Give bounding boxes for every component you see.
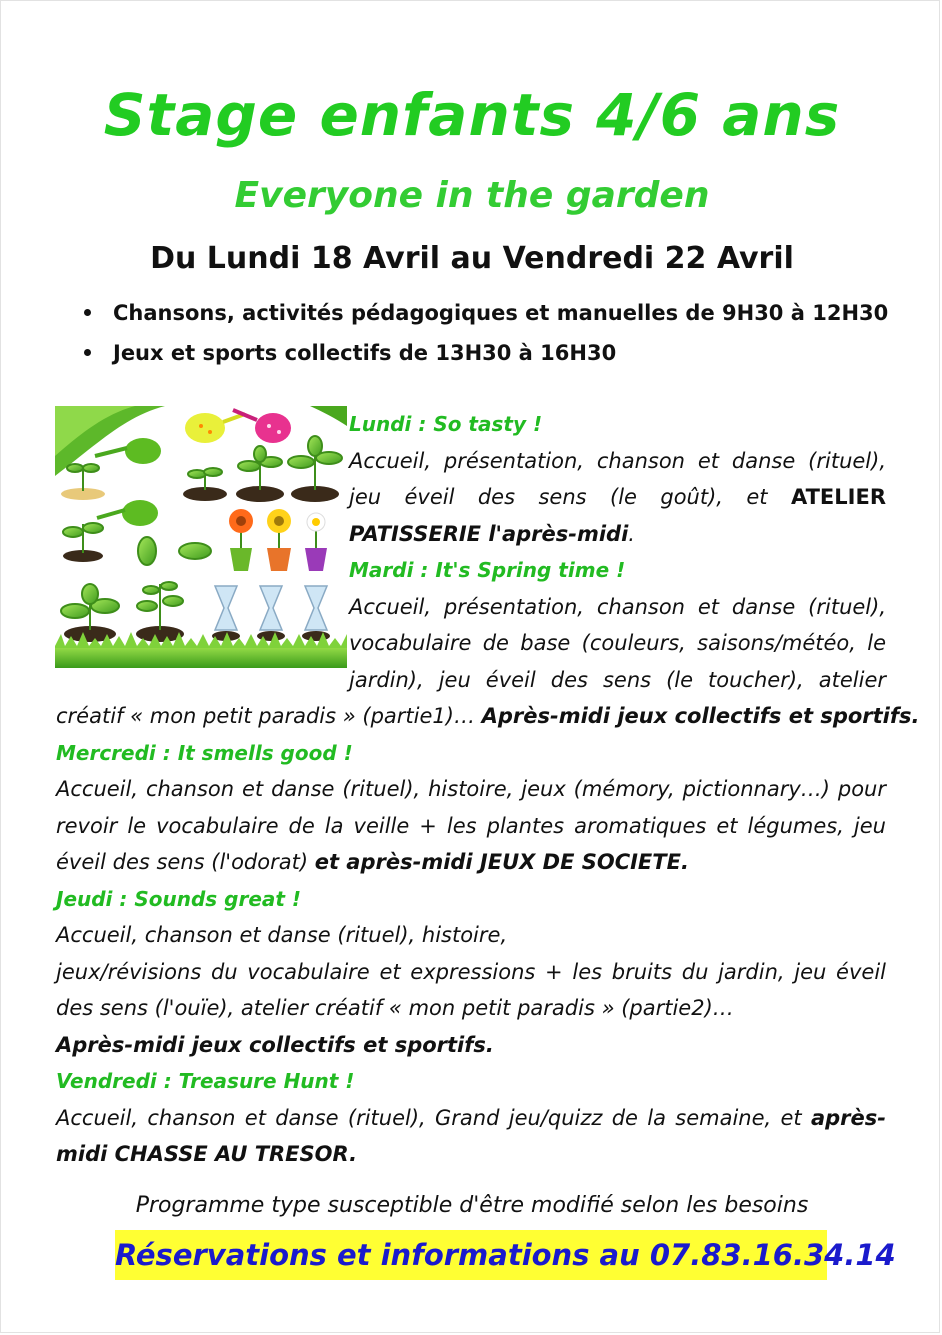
mercredi-bold-text: et après-midi JEUX DE SOCIETE. <box>314 850 689 874</box>
lundi-bold-text: PATISSERIE l'après-midi <box>349 521 629 546</box>
reservation-contact: Réservations et informations au 07.83.16.34.14 <box>115 1230 827 1280</box>
lundi-bold-text: ATELIER <box>790 485 886 509</box>
jeudi-paragraph: jeux/révisions du vocabulaire et expressions + les bruits du jardin, jeu éveil des sens (l'ouïe), atelier créatif « mon petit paradis » (partie2)… <box>56 959 886 1020</box>
vendredi-bold-text: après-midi CHASSE AU TRESOR. <box>56 1105 886 1166</box>
vendredi-paragraph <box>56 1100 886 1173</box>
day-heading-mardi: Mardi : It's Spring time ! <box>349 558 626 582</box>
day-heading-jeudi: Jeudi : Sounds great ! <box>56 886 302 911</box>
schedule-list <box>81 293 888 373</box>
mercredi-paragraph <box>56 771 886 881</box>
lundi-text: . <box>628 521 635 546</box>
mardi-line: Accueil, présentation, chanson et danse (rituel), <box>349 594 886 619</box>
lundi-line <box>349 516 886 553</box>
page-subtitle: Everyone in the garden <box>234 175 710 216</box>
garden-plants-icon <box>55 406 347 668</box>
lundi-line <box>349 479 886 516</box>
weekday-program-upper <box>349 406 886 698</box>
mardi-text: créatif « mon petit paradis » (partie1)… <box>56 704 482 728</box>
lundi-line: Accueil, présentation, chanson et danse (rituel), <box>349 448 886 473</box>
program-disclaimer: Programme type susceptible d'être modifié selon les besoins <box>135 1193 809 1218</box>
vendredi-text: Accueil, chanson et danse (rituel), Grand jeu/quizz de la semaine, et <box>56 1105 811 1130</box>
mardi-line: jardin), jeu éveil des sens (le toucher), atelier <box>349 667 886 692</box>
day-heading-lundi: Lundi : So tasty ! <box>349 412 543 436</box>
mardi-line <box>56 698 920 735</box>
mercredi-text: Accueil, chanson et danse (rituel), histoire, jeux (mémory, pictionnary…) pour revoir le vocabulaire de la veille + les plantes aromatiques et légumes, jeu éveil des sens (l'odorat) <box>56 777 886 874</box>
page-title: Stage enfants 4/6 ans <box>103 81 841 149</box>
list-item: Jeux et sports collectifs de 13H30 à 16H30 <box>81 333 888 373</box>
day-heading-vendredi: Vendredi : Treasure Hunt ! <box>56 1069 355 1093</box>
jeudi-line: Accueil, chanson et danse (rituel), histoire, <box>56 923 508 947</box>
mardi-line: vocabulaire de base (couleurs, saisons/météo, le <box>349 631 886 655</box>
weekday-program-lower <box>56 698 920 1173</box>
jeudi-bold-text: Après-midi jeux collectifs et sportifs. <box>56 1032 494 1057</box>
list-item: Chansons, activités pédagogiques et manuelles de 9H30 à 12H30 <box>81 293 888 333</box>
day-heading-mercredi: Mercredi : It smells good ! <box>56 740 353 765</box>
lundi-text: jeu éveil des sens (le goût), et <box>349 485 791 509</box>
mardi-bold-text: Après-midi jeux collectifs et sportifs. <box>481 704 920 728</box>
date-range: Du Lundi 18 Avril au Vendredi 22 Avril <box>150 241 794 276</box>
